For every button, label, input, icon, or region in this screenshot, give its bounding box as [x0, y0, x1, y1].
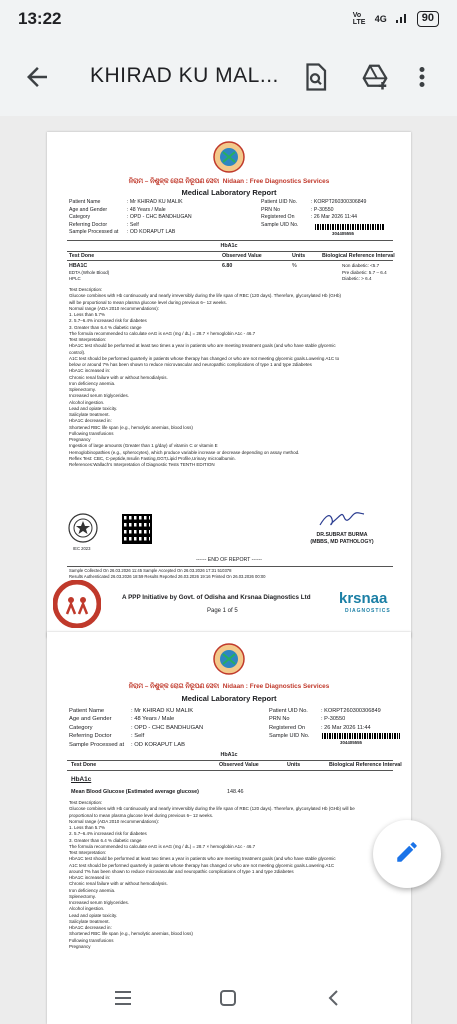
description-line: HbA1C increased in:: [69, 368, 111, 374]
pdf-page-2: [47, 632, 411, 1024]
barcode-number: 304405555: [332, 231, 354, 236]
description-line: control).: [69, 349, 86, 355]
sample-ids: Patient UID No. : KORPT260300306849 PRN No : P-30550 Registered On : 26 Mar 2026 11:44 Sample UID No.: [269, 708, 381, 740]
volte-indicator: Vo LTE: [352, 12, 366, 26]
description-line: Lead and opiate toxicity.: [69, 405, 118, 411]
test-name: Mean Blood Glucose (Estimated average glucose): [71, 789, 199, 795]
col-observed-value: Observed Value: [222, 253, 262, 259]
divider: [67, 760, 393, 761]
col-units: Units: [287, 762, 301, 768]
description-line: A1C test should be performed quarterly in patients whose therapy has changed or who are not meeting glycemic goals.Lowering A1C: [69, 862, 335, 868]
signatory-degree: (MBBS, MD PATHOLOGY): [310, 539, 374, 545]
pencil-edit-icon: [394, 839, 420, 870]
description-line: HbA1C decreased in:: [69, 418, 112, 424]
arrow-back-icon[interactable]: [22, 62, 52, 92]
description-line: Alcohol ingestion.: [69, 906, 105, 912]
sample-ids: Patient UID No. : KORPT260300306849 PRN No : P-30550 Registered On : 26 Mar 2026 11:44 Sample UID No.: [261, 199, 367, 228]
section-title: HbA1c: [220, 243, 238, 249]
description-line: below or around 7% has been shown to reduce microvascular and neuropathic complications of type 1 and type 2diabetes: [69, 362, 312, 367]
test-units: %: [292, 263, 297, 269]
col-units: Units: [292, 253, 306, 259]
col-reference: Biological Reference Interval: [322, 253, 395, 259]
app-bar: [0, 38, 457, 116]
description-line: around 7% has been shown to reduce microvascular and neuropathic complications of type 1 and type 2diabetes: [69, 868, 294, 874]
description-line: Pregnancy: [69, 943, 91, 949]
description-line: Lead and opiate toxicity.: [69, 912, 118, 918]
signal-icon: [395, 12, 409, 27]
description-line: Alcohol ingestion.: [69, 399, 105, 405]
description-line: Test Description:: [69, 287, 103, 292]
barcode-number: 304405555: [340, 740, 362, 745]
description-line: Glucose combines with Hb continuously and nearly irreversibly during the life span of RBC (120 days). Therefore, glycosylated Hb (GHb) will be: [69, 806, 355, 812]
back-nav-icon[interactable]: [323, 987, 345, 1015]
description-line: Normal range (ADA 2010 recommendations):: [69, 818, 160, 824]
description-line: Splenectomy.: [69, 893, 96, 899]
description-line: Test Interpretation:: [69, 850, 107, 855]
network-indicator: 4G: [374, 14, 387, 24]
pdf-page-1: [47, 132, 411, 638]
description-line: Pregnancy: [69, 437, 91, 442]
description-line: Test Description:: [69, 800, 103, 805]
krsnaa-logo: krsnaa: [339, 590, 388, 607]
pdf-viewer[interactable]: [0, 116, 457, 1024]
description-line: Salicylate treatment.: [69, 918, 110, 924]
description-line: Ingestion of large amounts (Greater than 1 g/day) of vitamin C or vitamin E: [69, 443, 218, 449]
description-line: 3. Greater than 6.4 % diabetic range: [69, 324, 142, 330]
description-line: Glucose combines with Hb continuously and nearly irreversibly during the life span of RBC (120 days). Therefore, glycosylated Hb (GHb): [69, 293, 342, 299]
edit-button[interactable]: [373, 820, 441, 888]
test-sample: EDTA (Whole Blood): [69, 270, 110, 275]
section-title: HbA1c: [220, 752, 238, 758]
status-time: 13:22: [18, 9, 62, 28]
qr-code-icon: [122, 514, 152, 544]
description-line: A1C test should be performed quarterly in patients whose therapy has changed or who are not meeting glycemic goals.Lowering A1C to: [69, 355, 340, 361]
test-value: 6.80: [222, 263, 233, 269]
status-bar: [0, 0, 457, 38]
patient-info: Patient Name : Mr KHIRAD KU MALIK Age and Gender : 48 Years / Male Category : OPD - CHC BANDHUGAN Referring Doctor : Self Sample Processed at : OD KORAPUT LAB: [69, 199, 192, 236]
report-title: Medical Laboratory Report: [181, 188, 277, 197]
test-description: [69, 800, 399, 950]
description-line: Following transfusions: [69, 937, 114, 943]
home-icon[interactable]: [217, 987, 239, 1015]
barcode-image: [322, 733, 400, 739]
patient-info: Patient Name : Mr KHIRAD KU MALIK Age and Gender : 48 Years / Male Category : OPD - CHC BANDHUGAN Referring Doctor : Self Sample Processed at : OD KORAPUT LAB: [69, 708, 204, 748]
search-document-icon[interactable]: [300, 62, 330, 92]
test-description: [69, 287, 399, 468]
divider: [67, 770, 393, 771]
description-line: will be proportional to mean plasma glucose level during previous 6– 12 weeks.: [69, 299, 227, 305]
description-line: Increased serum triglycerides.: [69, 393, 130, 399]
lab-seal-icon: [67, 512, 99, 544]
col-observed-value: Observed Value: [219, 762, 259, 768]
report-header: [47, 178, 411, 186]
description-line: Shortened RBC life span (e.g., hemolytic anemias, blood loss): [69, 424, 193, 430]
system-nav-bar: [0, 978, 457, 1024]
ppp-initiative: A PPP Initiative by Govt. of Odisha and Krsnaa Diagnostics Ltd: [122, 594, 311, 601]
description-line: 3. Greater than 6.4 % diabetic range: [69, 837, 142, 843]
test-name: HBA1C: [69, 263, 88, 269]
krsnaa-sub: DIAGNOSTICS: [345, 608, 391, 614]
barcode-image: [315, 224, 385, 230]
description-line: Iron deficiency anemia.: [69, 380, 116, 386]
description-line: 2. 5.7–6.4% increased risk for diabetes: [69, 318, 147, 324]
divider: [67, 251, 393, 252]
seal-label: IEC 2023: [73, 546, 91, 551]
description-line: 1. Less than 5.7%: [69, 825, 106, 830]
reference-interval: Non diabetic: <5.7 Pre diabetic: 5.7 – 6.4 Diabetic: > 6.4: [342, 263, 387, 281]
battery-indicator: 90: [417, 11, 439, 27]
nidaan-logo-icon: [209, 140, 249, 174]
nhm-logo-icon: [53, 580, 101, 633]
recent-apps-icon[interactable]: [112, 988, 134, 1014]
status-icons: [353, 11, 439, 27]
description-line: The formula recommended to calculate eAG is eAG (mg / dL) = 28.7 × hemoglobin A1c - 46.7: [69, 330, 256, 336]
test-value: 148.46: [227, 789, 244, 795]
description-line: Test Interpretation:: [69, 337, 107, 342]
description-line: Splenectomy.: [69, 387, 96, 392]
description-line: Increased serum triglycerides.: [69, 900, 130, 905]
more-vert-icon[interactable]: [415, 62, 429, 92]
description-line: Iron deficiency anemia.: [69, 887, 116, 893]
description-line: Chronic renal failure with or without hemodialysis.: [69, 881, 168, 887]
description-line: Chronic renal failure with or without hemodialysis.: [69, 374, 168, 380]
header-english: Nidaan : Free Diagnostics Services: [222, 683, 330, 690]
footer-reported: Results Authenticated 26.03.2026 18:59 Results Reported 26.03.2026 19:16 Printed On 26.03.2026 00:00: [69, 574, 266, 579]
description-line: Reflex Test: CBC, C-peptide,Insulin Fasting,GGT,Lipid Profile,Urinary microalbumin.: [69, 455, 236, 461]
report-header: [47, 683, 411, 691]
col-reference: Biological Reference Interval: [329, 762, 402, 768]
description-line: HbA1C test should be performed at least two times a year in patients who are meeting treatment goals (and who have stable glycemic: [69, 856, 336, 862]
description-line: 1. Less than 5.7%: [69, 312, 106, 317]
divider: [67, 240, 393, 241]
page-number: Page 1 of 5: [207, 608, 238, 614]
report-title: Medical Laboratory Report: [181, 694, 277, 703]
description-line: Shortened RBC life span (e.g., hemolytic anemias, blood loss): [69, 931, 193, 937]
end-of-report: ------ END OF REPORT ------: [195, 557, 263, 563]
description-line: Salicylate treatment.: [69, 412, 110, 417]
signatory-name: DR.SUBRAT BURMA: [316, 532, 368, 538]
description-line: Hemoglobinopathies (e.g., spherocytes), which produce variable increase or decrease depending on assay method.: [69, 449, 300, 455]
divider: [67, 260, 393, 261]
col-test-done: Test Done: [69, 253, 95, 259]
drive-add-icon[interactable]: [360, 62, 390, 92]
divider: [67, 566, 393, 567]
description-line: HbA1C test should be performed at least two times a year in patients who are meeting treatment goals (and who have stable glycemic: [69, 343, 336, 349]
description-line: Normal range (ADA 2010 recommendations):: [69, 305, 160, 311]
description-line: proportional to mean plasma glucose level during previous 6– 12 weeks.: [69, 812, 214, 818]
col-test-done: Test Done: [71, 762, 97, 768]
description-line: Following transfusions: [69, 430, 114, 436]
test-method: HPLC: [69, 276, 81, 281]
nidaan-logo-icon: [209, 642, 249, 676]
description-line: The formula recommended to calculate eAG is eAG (mg / dL) = 28.7 × hemoglobin A1c - 46.7: [69, 843, 256, 849]
footer-collected: Sample Collected On 26.03.2026 11:45 Sample Accepted On 26.03.2026 17:31 510378: [69, 568, 232, 573]
description-line: References:Wallach's Interpretation of Diagnostic Tests TENTH EDITION: [69, 462, 215, 467]
header-english: Nidaan : Free Diagnostics Services: [222, 178, 330, 185]
header-odia: ନିରାମ – ନିଶୁଳ୍କ ରୋଗ ନିରୂପଣ ସେବା: [128, 683, 220, 690]
description-line: HbA1C decreased in:: [69, 925, 112, 930]
description-line: HbA1C increased in:: [69, 875, 111, 880]
header-odia: ନିରାମ – ନିଶୁଳ୍କ ରୋଗ ନିରୂପଣ ସେବା: [128, 178, 220, 185]
test-group: HbA1c: [71, 776, 92, 783]
description-line: 2. 5.7–6.4% increased risk for diabetes: [69, 831, 147, 837]
document-title: KHIRAD KU MAL...: [90, 64, 279, 87]
